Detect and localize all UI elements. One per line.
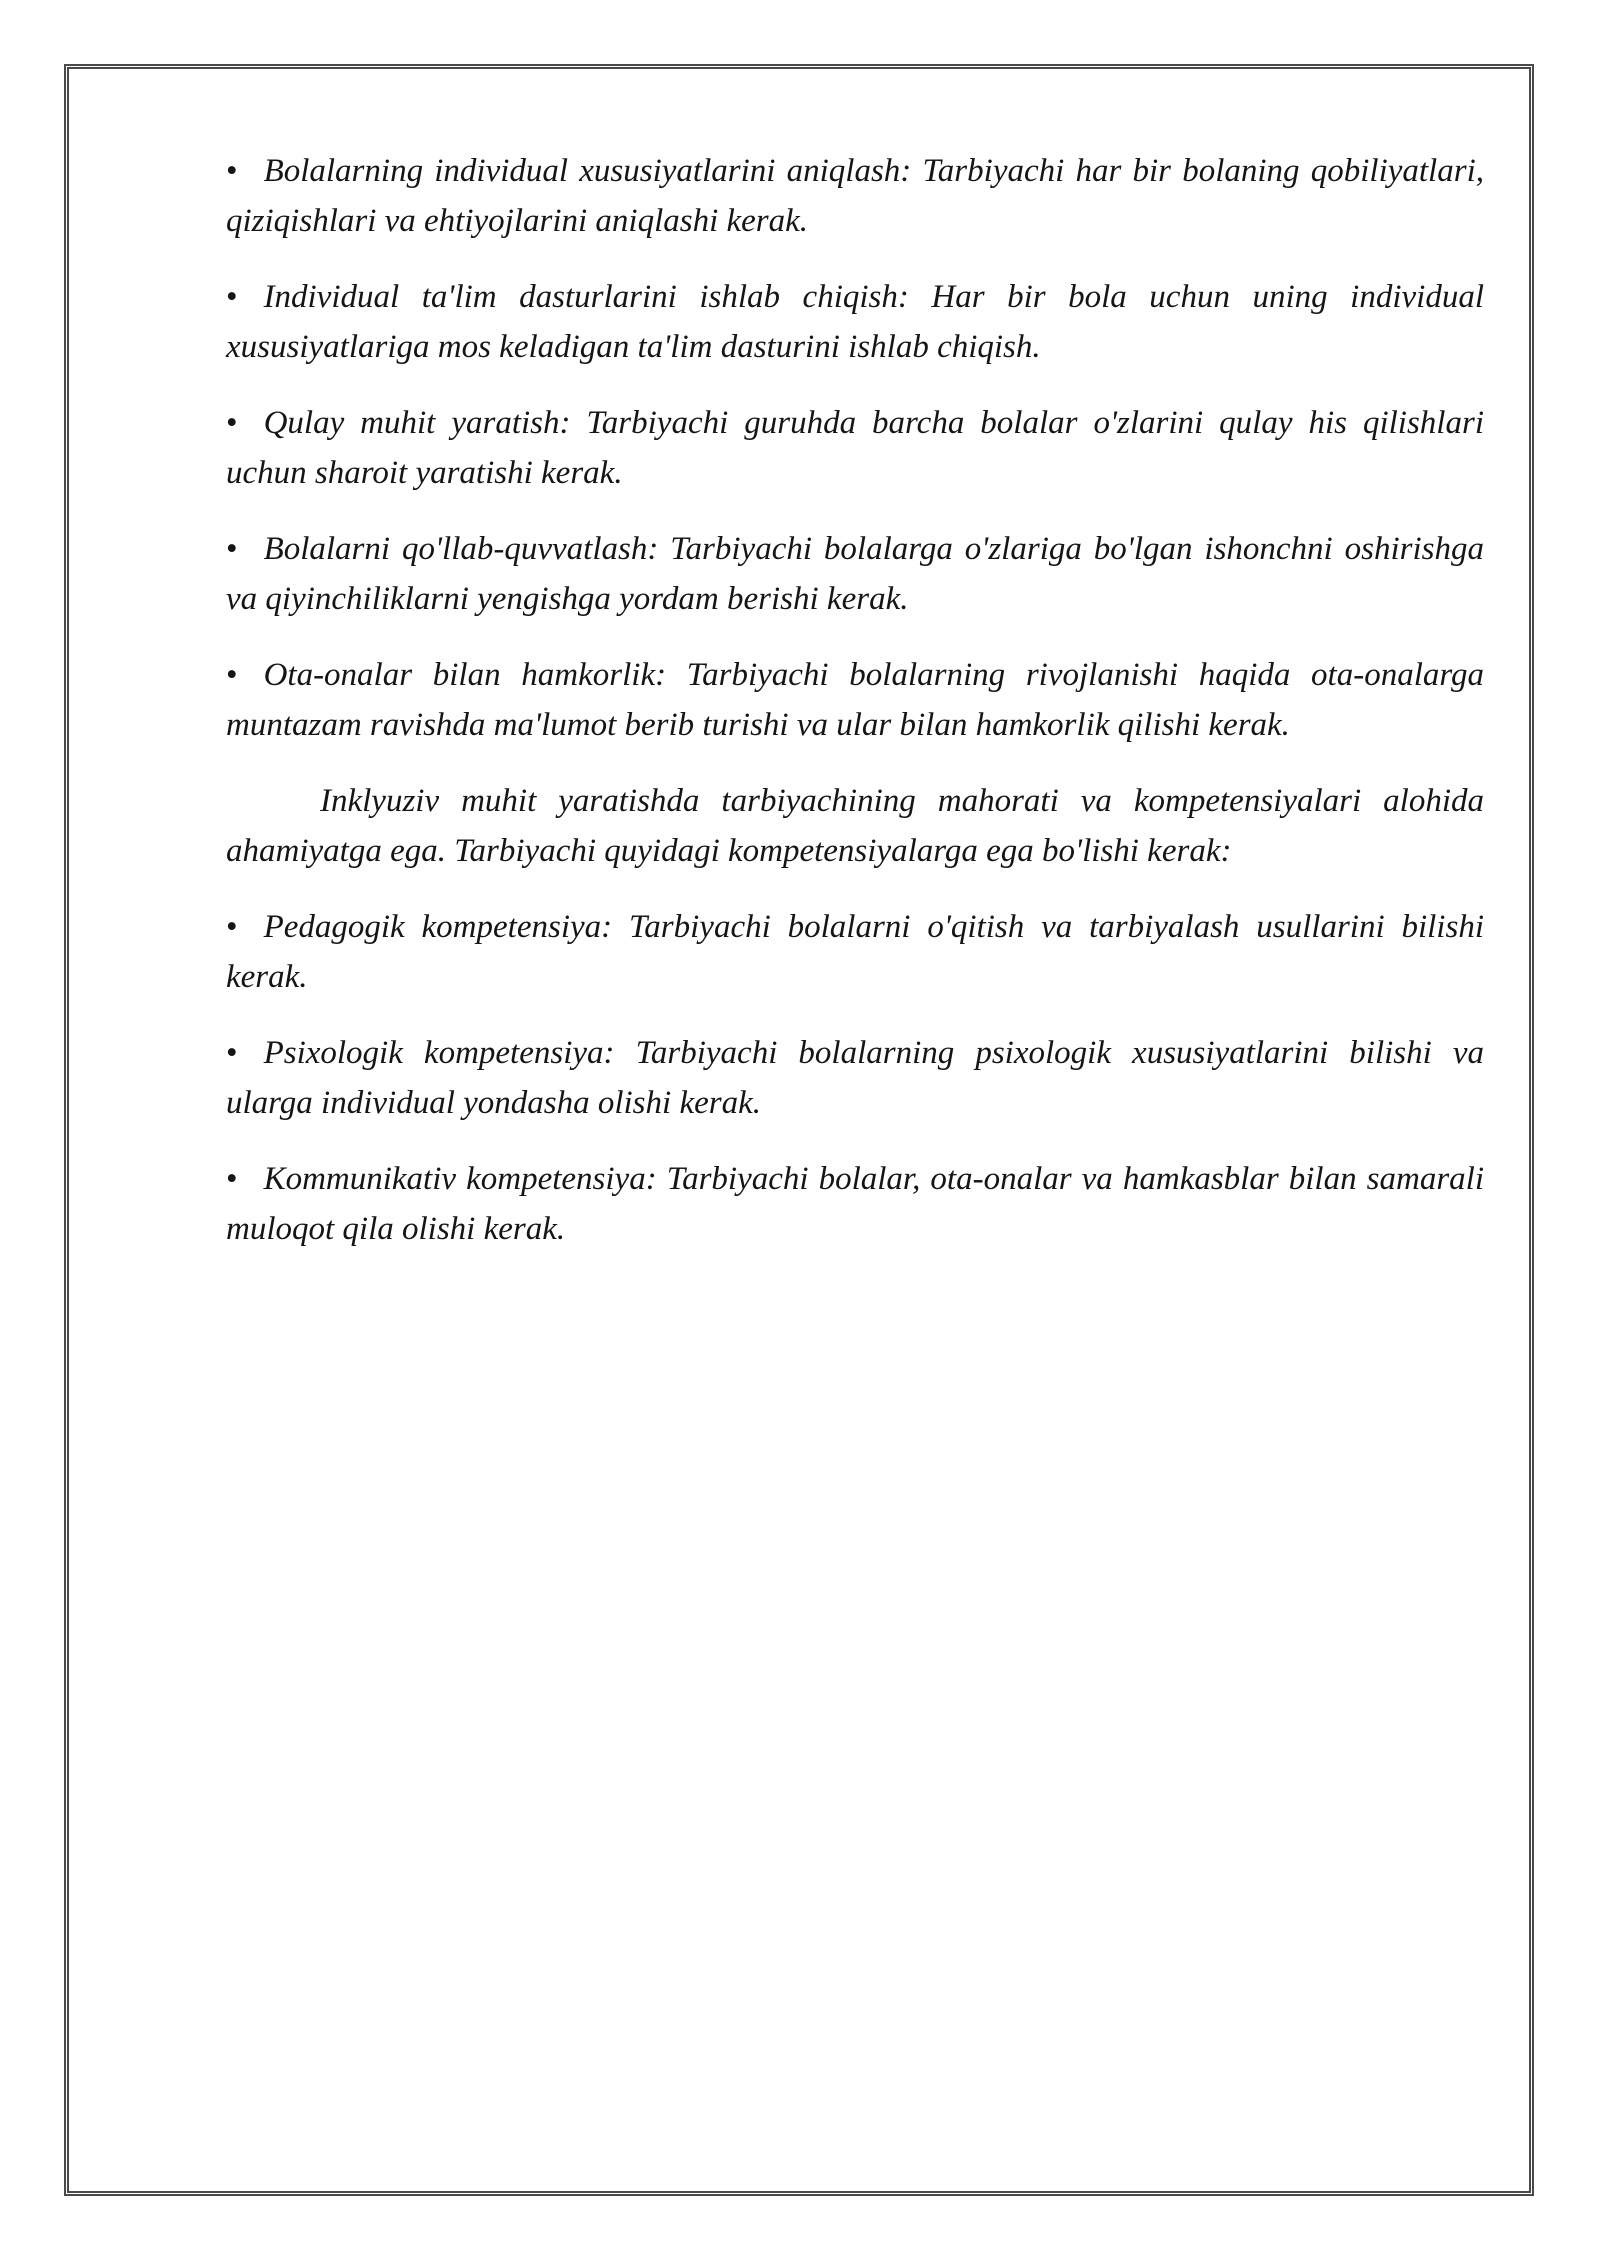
list-item-text: Individual ta'lim dasturlarini ishlab chiqish: Har bir bola uchun uning individual xususiyatlariga mos keladigan ta'lim dasturini ishlab chiqish.	[226, 279, 1484, 365]
bullet: •	[226, 657, 238, 693]
document-body	[226, 146, 1484, 1280]
list-item	[226, 524, 1484, 624]
list-item	[226, 1154, 1484, 1254]
list-item-text: Qulay muhit yaratish: Tarbiyachi guruhda barcha bolalar o'zlarini qulay his qilishlari uchun sharoit yaratishi kerak.	[226, 405, 1484, 491]
list-item-text: Bolalarni qo'llab-quvvatlash: Tarbiyachi bolalarga o'zlariga bo'lgan ishonchni oshirishga va qiyinchiliklarni yengishga yordam berishi kerak.	[226, 531, 1484, 617]
list-item	[226, 272, 1484, 372]
list-item	[226, 650, 1484, 750]
bullet: •	[226, 531, 238, 567]
bullet: •	[226, 153, 238, 189]
list-item-text: Pedagogik kompetensiya: Tarbiyachi bolalarni o'qitish va tarbiyalash usullarini bilishi kerak.	[226, 909, 1484, 995]
list-item-text: Psixologik kompetensiya: Tarbiyachi bolalarning psixologik xususiyatlarini bilishi va ularga individual yondasha olishi kerak.	[226, 1035, 1484, 1121]
bullet: •	[226, 1161, 238, 1197]
list-item-text: Kommunikativ kompetensiya: Tarbiyachi bolalar, ota-onalar va hamkasblar bilan samarali muloqot qila olishi kerak.	[226, 1161, 1484, 1247]
bullet: •	[226, 909, 238, 945]
bullet: •	[226, 405, 238, 441]
body-paragraph: Inklyuziv muhit yaratishda tarbiyachining mahorati va kompetensiyalari alohida ahamiyatga ega. Tarbiyachi quyidagi kompetensiyalarga ega bo'lishi kerak:	[226, 783, 1484, 869]
bullet: •	[226, 1035, 238, 1071]
list-item	[226, 902, 1484, 1002]
bullet: •	[226, 279, 238, 315]
list-item-text: Ota-onalar bilan hamkorlik: Tarbiyachi bolalarning rivojlanishi haqida ota-onalarga muntazam ravishda ma'lumot berib turishi va ular bilan hamkorlik qilishi kerak.	[226, 657, 1484, 743]
list-item-text: Bolalarning individual xususiyatlarini aniqlash: Tarbiyachi har bir bolaning qobiliyatlari, qiziqishlari va ehtiyojlarini aniqlashi kerak.	[226, 153, 1484, 239]
list-item	[226, 1028, 1484, 1128]
list-item	[226, 146, 1484, 246]
list-item	[226, 398, 1484, 498]
